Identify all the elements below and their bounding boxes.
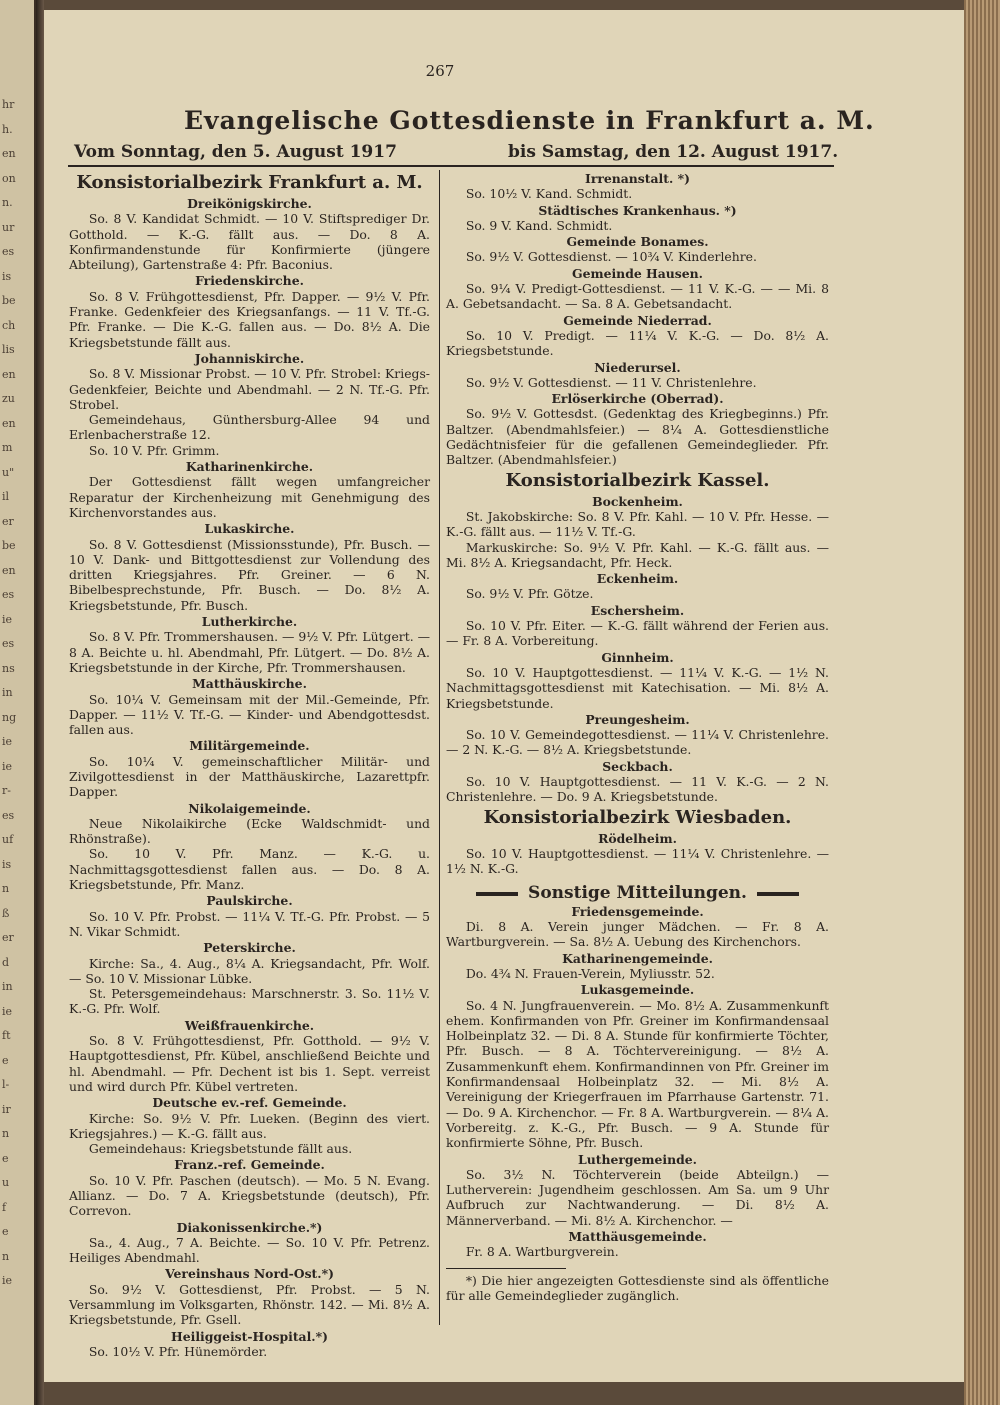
church-heading: Heiliggeist-Hospital.*) bbox=[171, 1328, 328, 1344]
church-heading: Friedensgemeinde. bbox=[571, 903, 704, 919]
service-text: So. 9½ V. Gottesdienst, Pfr. Probst. — 5 N. Versammlung im Volksgarten, Rhönstr. 142. — Mi. 8½ A. Kriegsbetstunde, Pfr. Gsell. bbox=[69, 1281, 430, 1328]
church-heading: Lutherkirche. bbox=[201, 614, 298, 630]
facing-page-fragment: d bbox=[2, 955, 10, 969]
service-text: So. 10 V. Hauptgottesdienst. — 11¼ V. K.-G. — 1½ N. Nachmittagsgottesdienst mit Katechisation. — Mi. 8½ A. Kriegsbetstunde. bbox=[446, 664, 829, 711]
facing-page-fragment: ie bbox=[2, 1004, 13, 1018]
church-heading: Peterskirche. bbox=[203, 940, 296, 956]
facing-page-fragment: uf bbox=[2, 833, 14, 846]
left-column bbox=[69, 170, 430, 1359]
church-heading: Rödelheim. bbox=[598, 830, 677, 846]
service-text: So. 9 V. Kand. Schmidt. bbox=[465, 217, 613, 233]
page bbox=[44, 10, 964, 1382]
facing-page-fragment: hr bbox=[2, 98, 15, 111]
service-text: So. 10 V. Pfr. Grimm. bbox=[88, 442, 220, 458]
facing-page-fragment: r- bbox=[2, 784, 11, 797]
service-text: So. 10½ V. Kand. Schmidt. bbox=[465, 186, 633, 202]
facing-page-fragment: en bbox=[2, 416, 16, 430]
banner-title: Sonstige Mitteilungen. bbox=[528, 883, 747, 904]
service-text: St. Petersgemeindehaus: Marschnerstr. 3. So. 11½ V. K.-G. Pfr. Wolf. bbox=[69, 986, 430, 1017]
facing-page-fragment: en bbox=[2, 563, 16, 577]
church-heading: Städtisches Krankenhaus. *) bbox=[538, 202, 737, 218]
church-heading: Gemeinde Hausen. bbox=[572, 265, 703, 281]
service-text: Neue Nikolaikirche (Ecke Waldschmidt- und Rhönstraße). bbox=[69, 815, 430, 847]
church-heading: Niederursel. bbox=[594, 359, 681, 375]
service-text: Fr. 8 A. Wartburgverein. bbox=[465, 1244, 619, 1260]
facing-page-fragment: in bbox=[2, 686, 13, 699]
church-heading: Irrenanstalt. *) bbox=[585, 171, 690, 186]
facing-page-fragment: es bbox=[2, 588, 15, 601]
facing-page-fragment: ch bbox=[2, 318, 16, 332]
service-text: So. 10 V. Hauptgottesdienst. — 11 V. K.-G. — 2 N. Christenlehre. — Do. 9 A. Kriegsbetstunde. bbox=[446, 773, 829, 805]
service-text: So. 10½ V. Pfr. Hünemörder. bbox=[88, 1343, 268, 1359]
service-text: So. 10 V. Gemeindegottesdienst. — 11¼ V. Christenlehre. — 2 N. K.-G. — 8½ A. Kriegsbetstunde. bbox=[446, 727, 829, 758]
facing-page-fragment: h. bbox=[2, 122, 13, 136]
church-heading: Matthäusgemeinde. bbox=[568, 1229, 707, 1244]
service-text: Kirche: Sa., 4. Aug., 8¼ A. Kriegsandacht, Pfr. Wolf. — So. 10 V. Missionar Lübke. bbox=[69, 955, 430, 986]
facing-page-fragment: n. bbox=[2, 196, 13, 209]
facing-page-fragment: l- bbox=[2, 1078, 10, 1091]
service-text: So. 9½ V. Gottesdienst. — 11 V. Christenlehre. bbox=[465, 374, 757, 390]
church-heading: Deutsche ev.-ref. Gemeinde. bbox=[152, 1095, 347, 1111]
service-text: Sa., 4. Aug., 7 A. Beichte. — So. 10 V. Pfr. Petrenz. Heiliges Abendmahl. bbox=[69, 1234, 430, 1266]
service-text: So. 8 V. Frühgottesdienst, Pfr. Dapper. — 9½ V. Pfr. Franke. Gedenkfeier des Kriegsanfangs. — 11 V. Tf.-G. Pfr. Franke. — Die K.-G. fallen aus. — Do. 8½ A. Die Kriegsbetstunde fällt aus. bbox=[69, 288, 430, 350]
church-heading: Diakonissenkirche.*) bbox=[176, 1219, 323, 1235]
church-heading: Eckenheim. bbox=[596, 571, 679, 587]
church-heading: Johanniskirche. bbox=[194, 350, 305, 366]
facing-page-fragment: ie bbox=[2, 1274, 13, 1287]
church-heading: Matthäuskirche. bbox=[192, 676, 307, 692]
facing-page-fragment: ns bbox=[2, 661, 15, 675]
book-spine bbox=[36, 0, 44, 1405]
church-heading: Vereinshaus Nord-Ost.*) bbox=[165, 1266, 334, 1282]
facing-page-fragment: m bbox=[2, 441, 13, 454]
facing-page-fragment: in bbox=[2, 980, 13, 993]
church-heading: Seckbach. bbox=[602, 758, 673, 774]
service-text: So. 8 V. Gottesdienst (Missionsstunde), Pfr. Busch. — 10 V. Dank- und Bittgottesdienst zur Vollendung des dritten Kriegsjahres. Pfr. Greiner. — 6 N. Bibelbesprechstunde, Pfr. Busch. — Do. 8½ A. Kriegsbetstunde, Pfr. Busch. bbox=[69, 536, 430, 613]
facing-page-fragment: er bbox=[2, 931, 14, 944]
service-text: So. 9½ V. Gottesdst. (Gedenktag des Kriegbeginns.) Pfr. Baltzer. (Abendmahlsfeier.) — 8¼ A. Gottesdienstliche Gedächtnisfeier für die gefallenen Gemeindeglieder. Pfr. Baltzer. (Abendmahlsfeier.) bbox=[446, 406, 829, 468]
page-title: Evangelische Gottesdienste in Frankfurt a. M. bbox=[184, 106, 875, 135]
service-text: St. Jakobskirche: So. 8 V. Pfr. Kahl. — 10 V. Pfr. Hesse. — K.-G. fällt aus. — 11½ V. Tf.-G. bbox=[446, 508, 829, 540]
facing-page-fragment: lis bbox=[2, 343, 15, 356]
district-heading: Konsistorialbezirk Kassel. bbox=[505, 469, 770, 491]
district-heading: Konsistorialbezirk Wiesbaden. bbox=[483, 806, 792, 828]
facing-page-fragment: e bbox=[2, 1151, 9, 1165]
facing-page-fragment: u bbox=[2, 1176, 10, 1189]
church-heading: Preungesheim. bbox=[585, 711, 690, 727]
service-text: So. 8 V. Pfr. Trommershausen. — 9½ V. Pfr. Lütgert. — 8 A. Beichte u. hl. Abendmahl, Pfr. Lütgert. — Do. 8½ A. Kriegsbetstunde in der Kirche, Pfr. Trommershausen. bbox=[69, 629, 430, 675]
service-text: Der Gottesdienst fällt wegen umfangreicher Reparatur der Kirchenheizung mit Genehmigung des Kirchenvorstandes aus. bbox=[69, 474, 430, 520]
section-banner bbox=[446, 883, 829, 904]
church-heading: Luthergemeinde. bbox=[578, 1151, 697, 1167]
facing-page-fragment: n bbox=[2, 882, 10, 895]
church-heading: Erlöserkirche (Oberrad). bbox=[551, 391, 724, 407]
church-heading: Militärgemeinde. bbox=[189, 738, 310, 754]
facing-page-fragment: ie bbox=[2, 612, 13, 626]
district-heading: Konsistorialbezirk Frankfurt a. M. bbox=[76, 172, 423, 193]
service-text: So. 9½ V. Gottesdienst. — 10¾ V. Kinderlehre. bbox=[465, 249, 757, 265]
right-column bbox=[446, 170, 829, 1303]
church-heading: Eschersheim. bbox=[590, 602, 685, 618]
church-heading: Dreikönigskirche. bbox=[187, 196, 312, 211]
church-heading: Franz.-ref. Gemeinde. bbox=[174, 1157, 325, 1173]
church-heading: Bockenheim. bbox=[592, 493, 683, 509]
facing-page-fragment: ie bbox=[2, 759, 13, 773]
service-text: So. 8 V. Missionar Probst. — 10 V. Pfr. Strobel: Kriegs-Gedenkfeier, Beichte und Abendmahl. — 2 N. Tf.-G. Pfr. Strobel. bbox=[69, 366, 430, 412]
service-text: Gemeindehaus, Günthersburg-Allee 94 und Erlenbacherstraße 12. bbox=[69, 412, 430, 443]
service-text: Gemeindehaus: Kriegsbetstunde fällt aus. bbox=[88, 1141, 353, 1157]
church-heading: Ginnheim. bbox=[601, 649, 674, 665]
service-text: So. 10¼ V. Gemeinsam mit der Mil.-Gemeinde, Pfr. Dapper. — 11½ V. Tf.-G. — Kinder- und Abendgottesdst. fallen aus. bbox=[69, 691, 430, 738]
facing-page-fragment: er bbox=[2, 514, 14, 528]
facing-page-fragment: zu bbox=[2, 392, 15, 405]
church-heading: Paulskirche. bbox=[206, 893, 293, 909]
facing-page-fragment: ft bbox=[2, 1029, 11, 1042]
service-text: So. 9½ V. Pfr. Götze. bbox=[465, 586, 594, 602]
facing-page-fragment: ß bbox=[2, 906, 10, 920]
church-heading: Lukaskirche. bbox=[204, 521, 295, 537]
banner-bar bbox=[476, 892, 518, 896]
church-heading: Katharinengemeinde. bbox=[562, 950, 713, 966]
facing-page-fragment: n bbox=[2, 1127, 10, 1140]
service-text: So. 3½ N. Töchterverein (beide Abteilgn.) — Lutherverein: Jugendheim geschlossen. Am Sa. um 9 Uhr Aufbruch zur Nachtwanderung. — Di. 8½ A. Männerverband. — Mi. 8½ A. Kirchenchor. — bbox=[446, 1166, 829, 1228]
facing-page-fragment: ng bbox=[2, 710, 17, 724]
page-number: 267 bbox=[425, 62, 455, 80]
facing-page-fragment: ur bbox=[2, 220, 15, 234]
church-heading: Nikolaigemeinde. bbox=[188, 800, 311, 816]
facing-page-fragment: f bbox=[2, 1200, 7, 1214]
church-heading: Gemeinde Niederrad. bbox=[563, 312, 712, 328]
footnote-text: *) Die hier angezeigten Gottesdienste sind als öffentliche für alle Gemeindeglieder zugänglich. bbox=[446, 1272, 829, 1303]
facing-page-fragment: il bbox=[2, 490, 10, 503]
service-text: So. 4 N. Jungfrauenverein. — Mo. 8½ A. Zusammenkunft ehem. Konfirmanden von Pfr. Greiner im Konfirmandensaal Holbeinplatz 32. — Di. 8 A. Stunde für konfirmierte Töchter, Pfr. Busch. — 8 A. Töchtervereinigung. — 8½ A. Zusammenkunft ehem. Konfirmandinnen von Pfr. Greiner im Konfirmandensaal Holbeinplatz 32. — Mi. 8½ A. Vereinigung der Kriegerfrauen im Pfarrhause Gartenstr. 71. — Do. 9 A. Kirchenchor. — Fr. 8 A. Wartburgverein. — 8¼ A. Vorbereitg. z. K.-G., Pfr. Busch. — 9 A. Stunde für konfirmierte Söhne, Pfr. Busch. bbox=[446, 997, 829, 1151]
banner-bar bbox=[757, 892, 799, 896]
facing-page-fragment: is bbox=[2, 857, 12, 871]
church-heading: Weißfrauenkirche. bbox=[184, 1017, 315, 1033]
service-text: So. 10¼ V. gemeinschaftlicher Militär- und Zivilgottesdienst in der Matthäuskirche, Lazarettpfr. Dapper. bbox=[69, 753, 430, 800]
facing-page-fragment: be bbox=[2, 539, 16, 552]
service-text: So. 10 V. Pfr. Paschen (deutsch). — Mo. 5 N. Evang. Allianz. — Do. 7 A. Kriegsbetstunde (deutsch), Pfr. Correvon. bbox=[69, 1172, 430, 1219]
church-heading: Katharinenkirche. bbox=[185, 459, 314, 475]
facing-page-fragment: es bbox=[2, 808, 15, 822]
facing-page-fragment: en bbox=[2, 367, 16, 381]
facing-page-fragment: u" bbox=[2, 465, 15, 479]
facing-page-fragment: be bbox=[2, 294, 16, 307]
footnote bbox=[446, 1268, 829, 1304]
date-range-end: bis Samstag, den 12. August 1917. bbox=[508, 142, 839, 162]
service-text: So. 8 V. Frühgottesdienst, Pfr. Gotthold. — 9½ V. Hauptgottesdienst, Pfr. Kübel, anschließend Beichte und hl. Abendmahl. — Pfr. Dechent ist bis 1. Sept. verreist und wird durch Pfr. Kübel vertreten. bbox=[69, 1033, 430, 1094]
service-text: So. 10 V. Pfr. Probst. — 11¼ V. Tf.-G. Pfr. Probst. — 5 N. Vikar Schmidt. bbox=[69, 908, 430, 939]
header-rule bbox=[68, 165, 834, 167]
service-text: So. 9¼ V. Predigt-Gottesdienst. — 11 V. K.-G. — — Mi. 8 A. Gebetsandacht. — Sa. 8 A. Gebetsandacht. bbox=[446, 281, 829, 312]
church-heading: Friedenskirche. bbox=[195, 273, 304, 289]
service-text: So. 10 V. Hauptgottesdienst. — 11¼ V. Christenlehre. — 1½ N. K.-G. bbox=[446, 845, 829, 877]
footnote-rule bbox=[446, 1268, 566, 1269]
facing-page-fragment: on bbox=[2, 171, 16, 185]
service-text: So. 10 V. Pfr. Eiter. — K.-G. fällt während der Ferien aus. — Fr. 8 A. Vorbereitung. bbox=[446, 618, 829, 649]
service-text: Do. 4¾ N. Frauen-Verein, Myliusstr. 52. bbox=[465, 965, 715, 981]
facing-page-fragment: e bbox=[2, 1053, 9, 1067]
facing-page-fragment: es bbox=[2, 637, 15, 650]
right-page-stack bbox=[964, 0, 1000, 1405]
service-text: Kirche: So. 9½ V. Pfr. Lueken. (Beginn des viert. Kriegsjahres.) — K.-G. fällt aus. bbox=[69, 1110, 430, 1141]
facing-page-fragment: is bbox=[2, 269, 12, 283]
facing-page-fragment: e bbox=[2, 1225, 9, 1238]
service-text: So. 10 V. Predigt. — 11¼ V. K.-G. — Do. 8½ A. Kriegsbetstunde. bbox=[446, 327, 829, 359]
facing-page-fragment: n bbox=[2, 1249, 10, 1263]
facing-page-fragment: ie bbox=[2, 735, 13, 748]
facing-page-fragment: ir bbox=[2, 1102, 11, 1116]
service-text: Markuskirche: So. 9½ V. Pfr. Kahl. — K.-G. fällt aus. — Mi. 8½ A. Kriegsandacht, Pfr. Heck. bbox=[446, 539, 829, 570]
column-divider bbox=[439, 170, 440, 1325]
date-range-start: Vom Sonntag, den 5. August 1917 bbox=[74, 142, 397, 162]
service-text: So. 10 V. Pfr. Manz. — K.-G. u. Nachmittagsgottesdienst fallen aus. — Do. 8 A. Kriegsbetstunde, Pfr. Manz. bbox=[69, 846, 430, 893]
service-text: Di. 8 A. Verein junger Mädchen. — Fr. 8 A. Wartburgverein. — Sa. 8½ A. Uebung des Kirchenchors. bbox=[446, 919, 829, 950]
church-heading: Lukasgemeinde. bbox=[580, 982, 695, 998]
church-heading: Gemeinde Bonames. bbox=[566, 234, 709, 250]
facing-page-fragment: en bbox=[2, 147, 16, 160]
left-page-edge bbox=[0, 0, 36, 1405]
facing-page-fragment: es bbox=[2, 245, 15, 258]
service-text: So. 8 V. Kandidat Schmidt. — 10 V. Stiftsprediger Dr. Gotthold. — K.-G. fällt aus. — Do. 8 A. Konfirmandenstunde für Konfirmierte (jüngere Abteilung), Gartenstraße 4: Pfr. Baconius. bbox=[69, 211, 430, 273]
